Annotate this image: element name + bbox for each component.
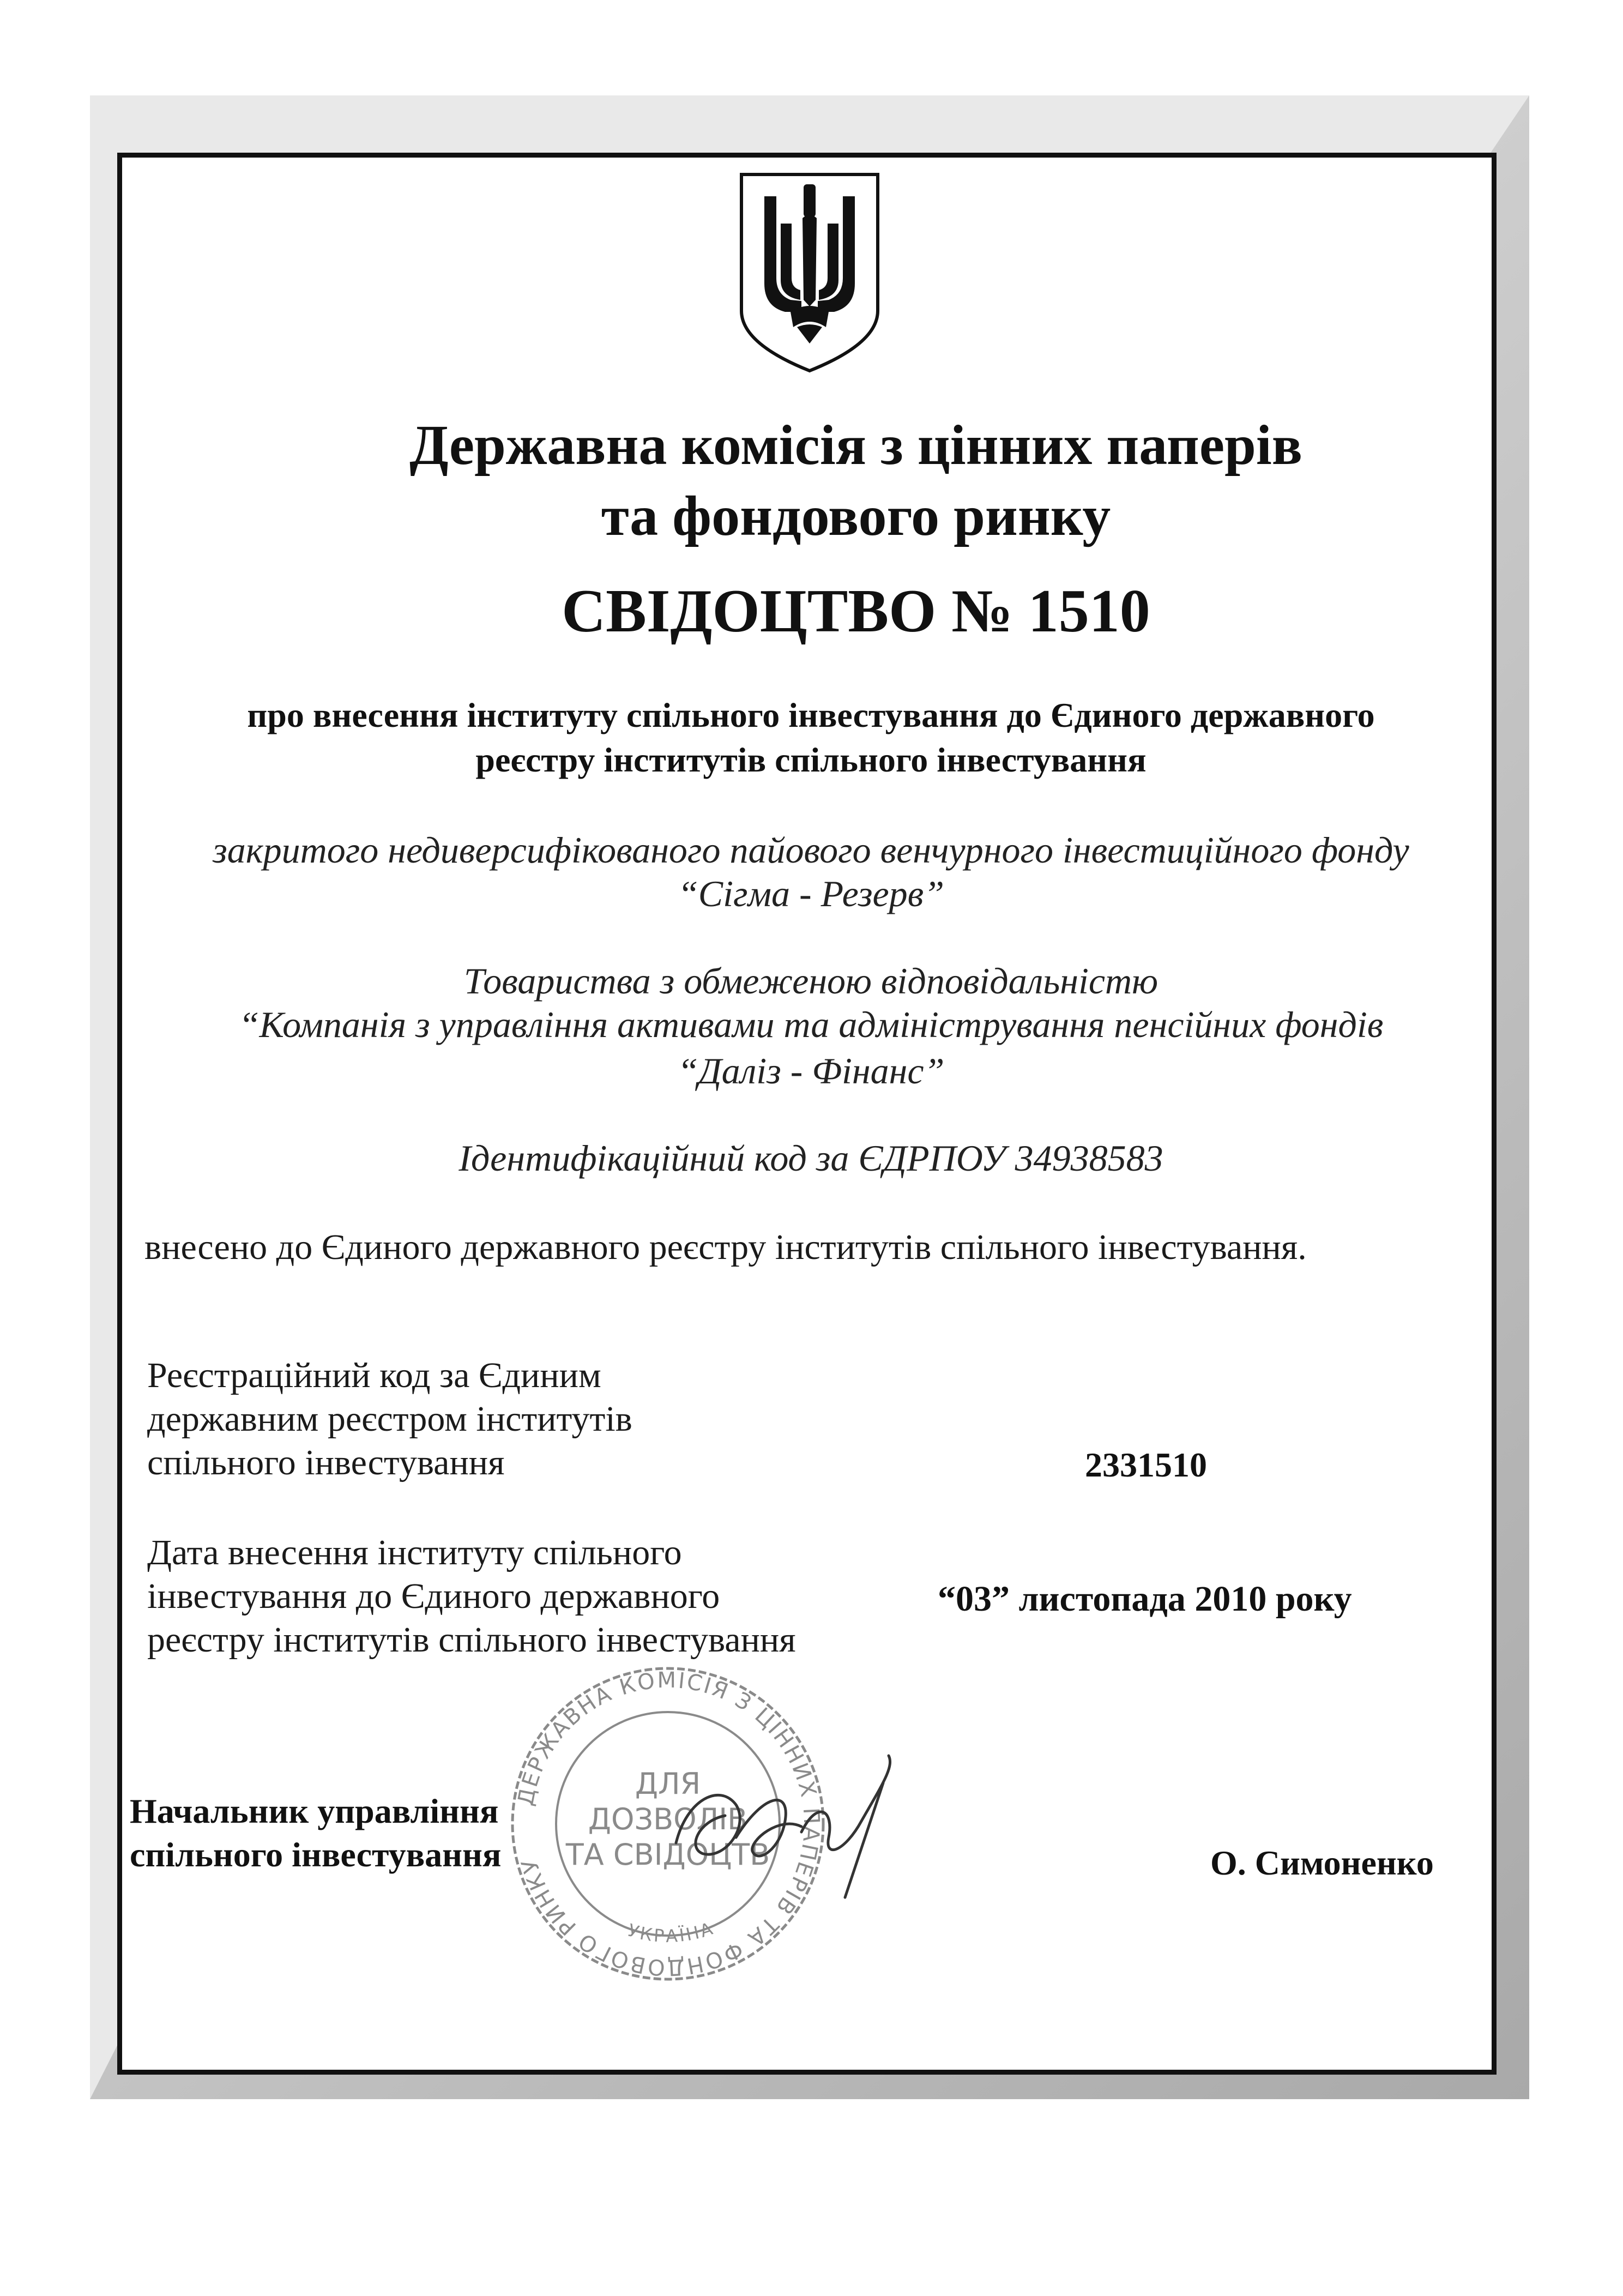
company-line-1: Товариства з обмеженою відповідальністю [463, 960, 1159, 1002]
signatory-name: О. Симоненко [1210, 1843, 1434, 1882]
fund-name: “Сігма - Резерв” [677, 873, 945, 914]
certificate-subtitle-line-1: про внесення інституту спільного інвестування до Єдиного державного [247, 696, 1375, 734]
issuer-name-line-2: та фондового ринку [601, 485, 1111, 547]
fund-type: закритого недиверсифікованого пайового венчурного інвестиційного фонду [213, 829, 1409, 871]
stamp-bottom-text: УКРАЇНА [625, 1917, 717, 1947]
company-line-3: “Даліз - Фінанс” [677, 1050, 945, 1092]
certificate-title: СВІДОЦТВО № 1510 [562, 577, 1150, 645]
entry-date-value: “03” листопада 2010 року [938, 1579, 1352, 1619]
stamp-center-line-2: ДОЗВОЛІВ [588, 1802, 748, 1836]
registration-code: 2331510 [1085, 1445, 1207, 1484]
registration-label-line-1: Реєстраційний код за Єдиним [147, 1355, 601, 1395]
stamp-center-line-3: ТА СВІДОЦТВ [565, 1837, 770, 1872]
entry-date-label-line-3: реєстру інститутів спільного інвестування [147, 1620, 796, 1660]
entered-statement: внесено до Єдиного державного реєстру інститутів спільного інвестування. [144, 1227, 1307, 1267]
stamp-center-line-1: ДЛЯ [635, 1767, 701, 1801]
svg-text:УКРАЇНА [625, 1918, 717, 1947]
issuer-name-line-1: Державна комісія з цінних паперів [409, 414, 1302, 477]
company-line-2: “Компанія з управління активами та адміністрування пенсійних фондів [238, 1004, 1384, 1045]
edrpou-code: Ідентифікаційний код за ЄДРПОУ 34938583 [458, 1137, 1163, 1179]
entry-date-label-line-1: Дата внесення інституту спільного [147, 1533, 682, 1572]
certificate-subtitle-line-2: реєстру інститутів спільного інвестування [475, 740, 1147, 779]
handwritten-signature [654, 1734, 905, 1908]
entry-date-label-line-2: інвестування до Єдиного державного [147, 1576, 720, 1616]
signatory-role-line-1: Начальник управління [130, 1792, 499, 1830]
stamp-ring-text: ДЕРЖАВНА КОМІСІЯ З ЦІННИХ ПАПЕРІВ ТА ФОНДОВОГО РИНКУ [513, 1667, 824, 1980]
signatory-role-line-2: спільного інвестування [130, 1835, 502, 1874]
registration-label-line-3: спільного інвестування [147, 1443, 505, 1483]
coat-of-arms-icon [731, 164, 889, 376]
registration-label-line-2: державним реєстром інститутів [147, 1399, 632, 1439]
